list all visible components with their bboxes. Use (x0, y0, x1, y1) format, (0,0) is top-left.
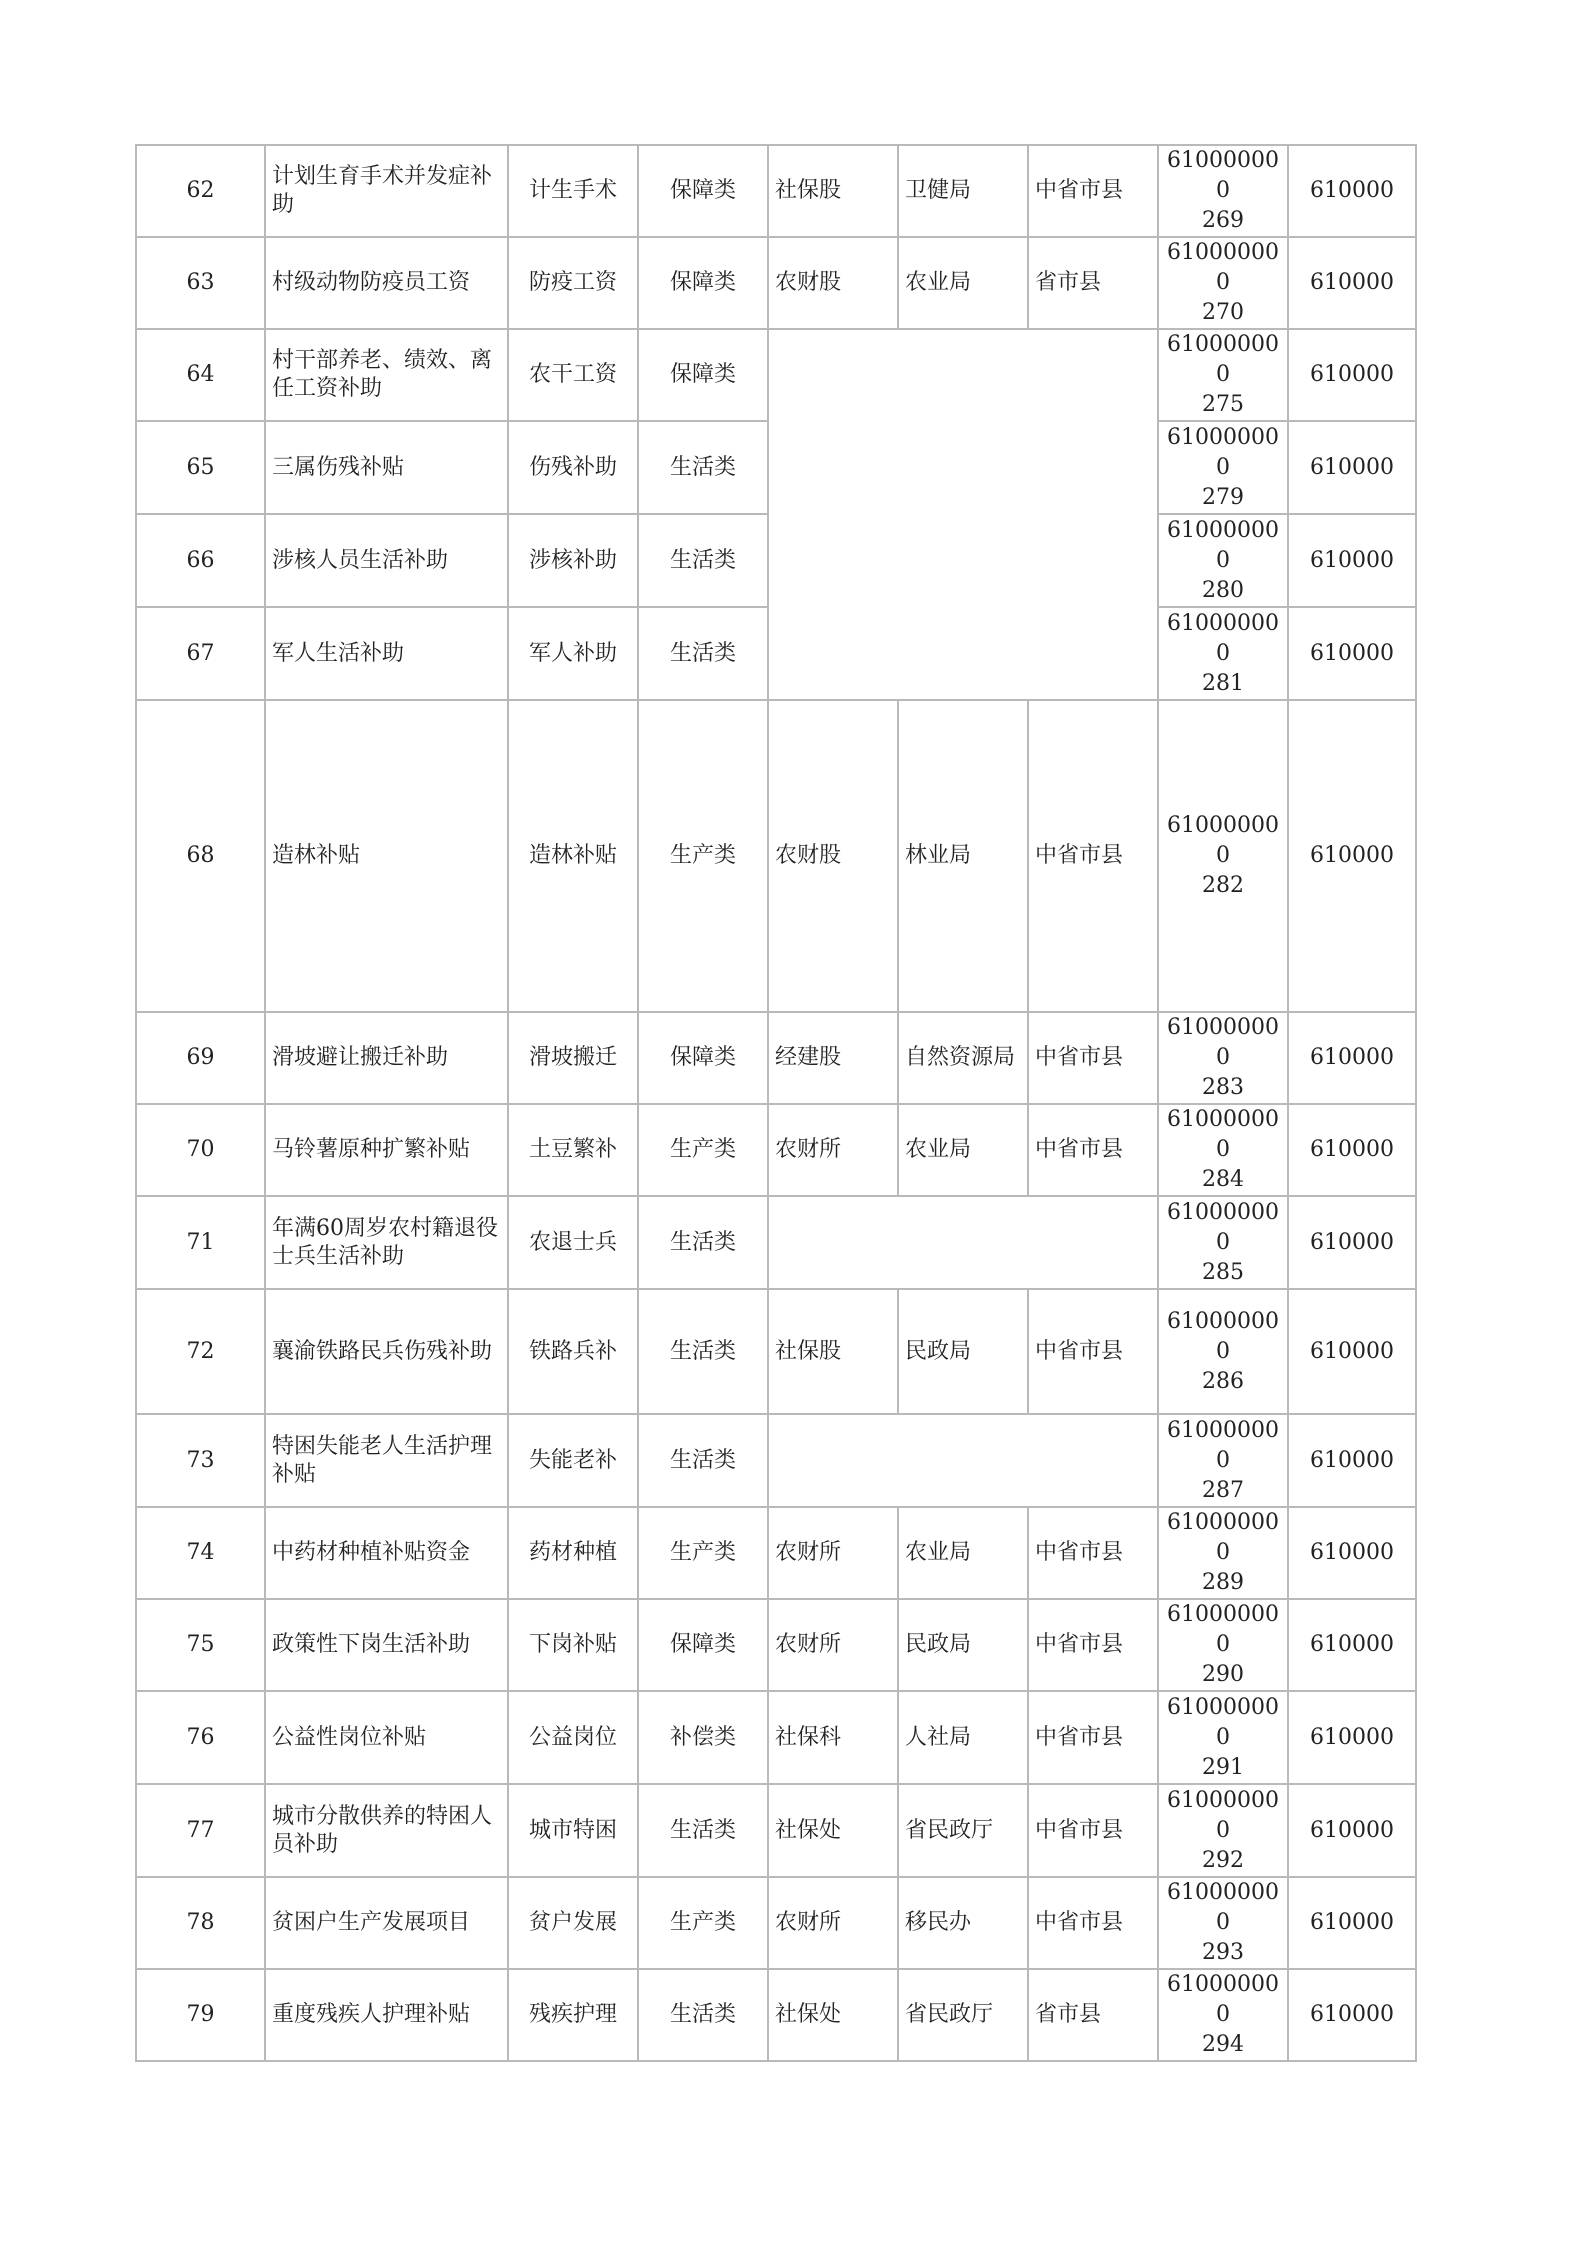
item-level: 中省市县 (1028, 1507, 1158, 1599)
row-number: 74 (136, 1507, 265, 1599)
item-level: 中省市县 (1028, 1104, 1158, 1196)
item-short-name: 土豆繁补 (508, 1104, 638, 1196)
item-level: 中省市县 (1028, 1289, 1158, 1414)
item-bureau: 农业局 (898, 1104, 1028, 1196)
code-line-1: 610000000 (1167, 1199, 1279, 1255)
item-category: 生活类 (638, 1784, 768, 1877)
item-name: 军人生活补助 (265, 607, 508, 700)
table-row (136, 1196, 1416, 1289)
item-category: 生活类 (638, 607, 768, 700)
item-code (1158, 1784, 1288, 1877)
item-bureau: 卫健局 (898, 145, 1028, 237)
item-level: 中省市县 (1028, 700, 1158, 1012)
row-number: 66 (136, 514, 265, 607)
item-category: 保障类 (638, 329, 768, 421)
code-line-1: 610000000 (1167, 813, 1279, 868)
item-category: 生活类 (638, 1196, 768, 1289)
row-number: 78 (136, 1877, 265, 1969)
item-level: 中省市县 (1028, 145, 1158, 237)
item-region-code: 610000 (1288, 1196, 1416, 1289)
item-region-code: 610000 (1288, 1012, 1416, 1104)
item-region-code: 610000 (1288, 607, 1416, 700)
blank-merged-cell (768, 329, 1158, 700)
blank-merged-cell (768, 1196, 1158, 1289)
item-code (1158, 1414, 1288, 1507)
code-line-2: 270 (1202, 300, 1244, 325)
code-line-1: 610000000 (1167, 1107, 1279, 1162)
code-line-1: 610000000 (1167, 1787, 1279, 1843)
code-line-2: 282 (1202, 873, 1244, 898)
item-code (1158, 1877, 1288, 1969)
item-level: 中省市县 (1028, 1012, 1158, 1104)
item-category: 补偿类 (638, 1691, 768, 1784)
item-short-name: 滑坡搬迁 (508, 1012, 638, 1104)
code-line-1: 610000000 (1167, 517, 1279, 573)
item-region-code: 610000 (1288, 1969, 1416, 2061)
row-number: 65 (136, 421, 265, 514)
code-line-1: 610000000 (1167, 1510, 1279, 1565)
item-short-name: 贫户发展 (508, 1877, 638, 1969)
item-department: 农财股 (768, 237, 898, 329)
code-line-2: 285 (1202, 1259, 1244, 1285)
item-department: 社保股 (768, 145, 898, 237)
item-code (1158, 1289, 1288, 1414)
item-name: 三属伤残补贴 (265, 421, 508, 514)
row-number: 70 (136, 1104, 265, 1196)
item-short-name: 残疾护理 (508, 1969, 638, 2061)
table-row (136, 1969, 1416, 2061)
item-code (1158, 1104, 1288, 1196)
item-name: 贫困户生产发展项目 (265, 1877, 508, 1969)
item-region-code: 610000 (1288, 514, 1416, 607)
item-name: 城市分散供养的特困人员补助 (265, 1784, 508, 1877)
item-short-name: 涉核补助 (508, 514, 638, 607)
item-name: 重度残疾人护理补贴 (265, 1969, 508, 2061)
item-region-code: 610000 (1288, 329, 1416, 421)
code-line-2: 280 (1202, 577, 1244, 603)
item-department: 农财所 (768, 1877, 898, 1969)
item-department: 社保处 (768, 1969, 898, 2061)
code-line-1: 610000000 (1167, 148, 1279, 203)
code-line-1: 610000000 (1167, 1015, 1279, 1070)
item-bureau: 人社局 (898, 1691, 1028, 1784)
item-region-code: 610000 (1288, 237, 1416, 329)
item-short-name: 伤残补助 (508, 421, 638, 514)
item-code (1158, 237, 1288, 329)
item-code (1158, 1691, 1288, 1784)
table-row (136, 145, 1416, 237)
item-short-name: 失能老补 (508, 1414, 638, 1507)
code-line-2: 290 (1202, 1662, 1244, 1687)
item-code (1158, 514, 1288, 607)
code-line-2: 283 (1202, 1075, 1244, 1100)
row-number: 71 (136, 1196, 265, 1289)
row-number: 67 (136, 607, 265, 700)
item-category: 保障类 (638, 237, 768, 329)
item-code (1158, 145, 1288, 237)
table-row (136, 1599, 1416, 1691)
code-line-2: 269 (1202, 208, 1244, 233)
item-region-code: 610000 (1288, 1877, 1416, 1969)
item-bureau: 自然资源局 (898, 1012, 1028, 1104)
item-category: 生产类 (638, 1104, 768, 1196)
code-line-1: 610000000 (1167, 332, 1279, 387)
row-number: 68 (136, 700, 265, 1012)
item-region-code: 610000 (1288, 700, 1416, 1012)
item-code (1158, 1196, 1288, 1289)
item-category: 保障类 (638, 1012, 768, 1104)
item-region-code: 610000 (1288, 421, 1416, 514)
table-row (136, 1104, 1416, 1196)
code-line-1: 610000000 (1167, 1880, 1279, 1935)
code-line-2: 279 (1202, 484, 1244, 510)
row-number: 73 (136, 1414, 265, 1507)
code-line-1: 610000000 (1167, 1694, 1279, 1750)
row-number: 77 (136, 1784, 265, 1877)
row-number: 76 (136, 1691, 265, 1784)
item-category: 生活类 (638, 1414, 768, 1507)
code-line-2: 284 (1202, 1167, 1244, 1192)
item-short-name: 防疫工资 (508, 237, 638, 329)
item-short-name: 公益岗位 (508, 1691, 638, 1784)
item-bureau: 农业局 (898, 237, 1028, 329)
item-category: 生活类 (638, 421, 768, 514)
item-bureau: 民政局 (898, 1289, 1028, 1414)
item-name: 襄渝铁路民兵伤残补助 (265, 1289, 508, 1414)
item-department: 农财所 (768, 1104, 898, 1196)
code-line-2: 289 (1202, 1570, 1244, 1595)
item-category: 生活类 (638, 1289, 768, 1414)
item-region-code: 610000 (1288, 1599, 1416, 1691)
code-line-1: 610000000 (1167, 1308, 1279, 1364)
table-row (136, 1877, 1416, 1969)
item-level: 中省市县 (1028, 1877, 1158, 1969)
code-line-2: 275 (1202, 392, 1244, 417)
table-row (136, 700, 1416, 1012)
item-name: 涉核人员生活补助 (265, 514, 508, 607)
item-department: 农财所 (768, 1507, 898, 1599)
item-name: 村干部养老、绩效、离任工资补助 (265, 329, 508, 421)
code-line-2: 291 (1202, 1754, 1244, 1780)
item-level: 中省市县 (1028, 1599, 1158, 1691)
code-line-1: 610000000 (1167, 1602, 1279, 1657)
table-row (136, 1691, 1416, 1784)
item-category: 生活类 (638, 514, 768, 607)
code-line-2: 281 (1202, 670, 1244, 696)
item-code (1158, 421, 1288, 514)
item-name: 年满60周岁农村籍退役士兵生活补助 (265, 1196, 508, 1289)
item-code (1158, 1507, 1288, 1599)
code-line-1: 610000000 (1167, 610, 1279, 666)
code-line-2: 287 (1202, 1477, 1244, 1503)
table-row (136, 1784, 1416, 1877)
item-short-name: 农退士兵 (508, 1196, 638, 1289)
item-region-code: 610000 (1288, 145, 1416, 237)
item-name: 滑坡避让搬迁补助 (265, 1012, 508, 1104)
code-line-1: 610000000 (1167, 1417, 1279, 1473)
item-level: 省市县 (1028, 1969, 1158, 2061)
item-code (1158, 607, 1288, 700)
item-department: 社保科 (768, 1691, 898, 1784)
row-number: 69 (136, 1012, 265, 1104)
item-department: 农财股 (768, 700, 898, 1012)
code-line-2: 286 (1202, 1368, 1244, 1394)
table-row (136, 329, 1416, 421)
item-category: 生产类 (638, 1507, 768, 1599)
item-region-code: 610000 (1288, 1507, 1416, 1599)
row-number: 62 (136, 145, 265, 237)
table-row (136, 1012, 1416, 1104)
item-bureau: 省民政厅 (898, 1969, 1028, 2061)
item-region-code: 610000 (1288, 1414, 1416, 1507)
item-short-name: 农干工资 (508, 329, 638, 421)
item-region-code: 610000 (1288, 1784, 1416, 1877)
item-code (1158, 700, 1288, 1012)
item-department: 经建股 (768, 1012, 898, 1104)
item-short-name: 造林补贴 (508, 700, 638, 1012)
item-name: 特困失能老人生活护理补贴 (265, 1414, 508, 1507)
item-category: 生产类 (638, 700, 768, 1012)
table-row (136, 1289, 1416, 1414)
item-short-name: 下岗补贴 (508, 1599, 638, 1691)
table-row (136, 237, 1416, 329)
row-number: 72 (136, 1289, 265, 1414)
item-code (1158, 1012, 1288, 1104)
item-name: 公益性岗位补贴 (265, 1691, 508, 1784)
item-region-code: 610000 (1288, 1289, 1416, 1414)
row-number: 64 (136, 329, 265, 421)
code-line-2: 294 (1202, 2032, 1244, 2057)
code-line-1: 610000000 (1167, 1972, 1279, 2027)
item-name: 造林补贴 (265, 700, 508, 1012)
item-bureau: 省民政厅 (898, 1784, 1028, 1877)
item-department: 农财所 (768, 1599, 898, 1691)
item-short-name: 军人补助 (508, 607, 638, 700)
item-bureau: 民政局 (898, 1599, 1028, 1691)
code-line-2: 293 (1202, 1940, 1244, 1965)
row-number: 63 (136, 237, 265, 329)
row-number: 79 (136, 1969, 265, 2061)
item-short-name: 计生手术 (508, 145, 638, 237)
item-name: 政策性下岗生活补助 (265, 1599, 508, 1691)
item-department: 社保处 (768, 1784, 898, 1877)
item-level: 中省市县 (1028, 1784, 1158, 1877)
subsidy-table (135, 144, 1417, 2062)
item-code (1158, 1969, 1288, 2061)
item-short-name: 药材种植 (508, 1507, 638, 1599)
table-row (136, 1507, 1416, 1599)
row-number: 75 (136, 1599, 265, 1691)
item-region-code: 610000 (1288, 1104, 1416, 1196)
item-short-name: 城市特困 (508, 1784, 638, 1877)
item-bureau: 农业局 (898, 1507, 1028, 1599)
item-code (1158, 329, 1288, 421)
table-row (136, 1414, 1416, 1507)
item-category: 生产类 (638, 1877, 768, 1969)
item-name: 村级动物防疫员工资 (265, 237, 508, 329)
item-region-code: 610000 (1288, 1691, 1416, 1784)
item-name: 计划生育手术并发症补助 (265, 145, 508, 237)
item-short-name: 铁路兵补 (508, 1289, 638, 1414)
item-category: 保障类 (638, 1599, 768, 1691)
item-bureau: 移民办 (898, 1877, 1028, 1969)
item-department: 社保股 (768, 1289, 898, 1414)
item-level: 中省市县 (1028, 1691, 1158, 1784)
item-code (1158, 1599, 1288, 1691)
item-level: 省市县 (1028, 237, 1158, 329)
item-name: 中药材种植补贴资金 (265, 1507, 508, 1599)
item-category: 生活类 (638, 1969, 768, 2061)
item-bureau: 林业局 (898, 700, 1028, 1012)
code-line-1: 610000000 (1167, 424, 1279, 480)
code-line-1: 610000000 (1167, 240, 1279, 295)
code-line-2: 292 (1202, 1847, 1244, 1873)
item-name: 马铃薯原种扩繁补贴 (265, 1104, 508, 1196)
blank-merged-cell (768, 1414, 1158, 1507)
item-category: 保障类 (638, 145, 768, 237)
